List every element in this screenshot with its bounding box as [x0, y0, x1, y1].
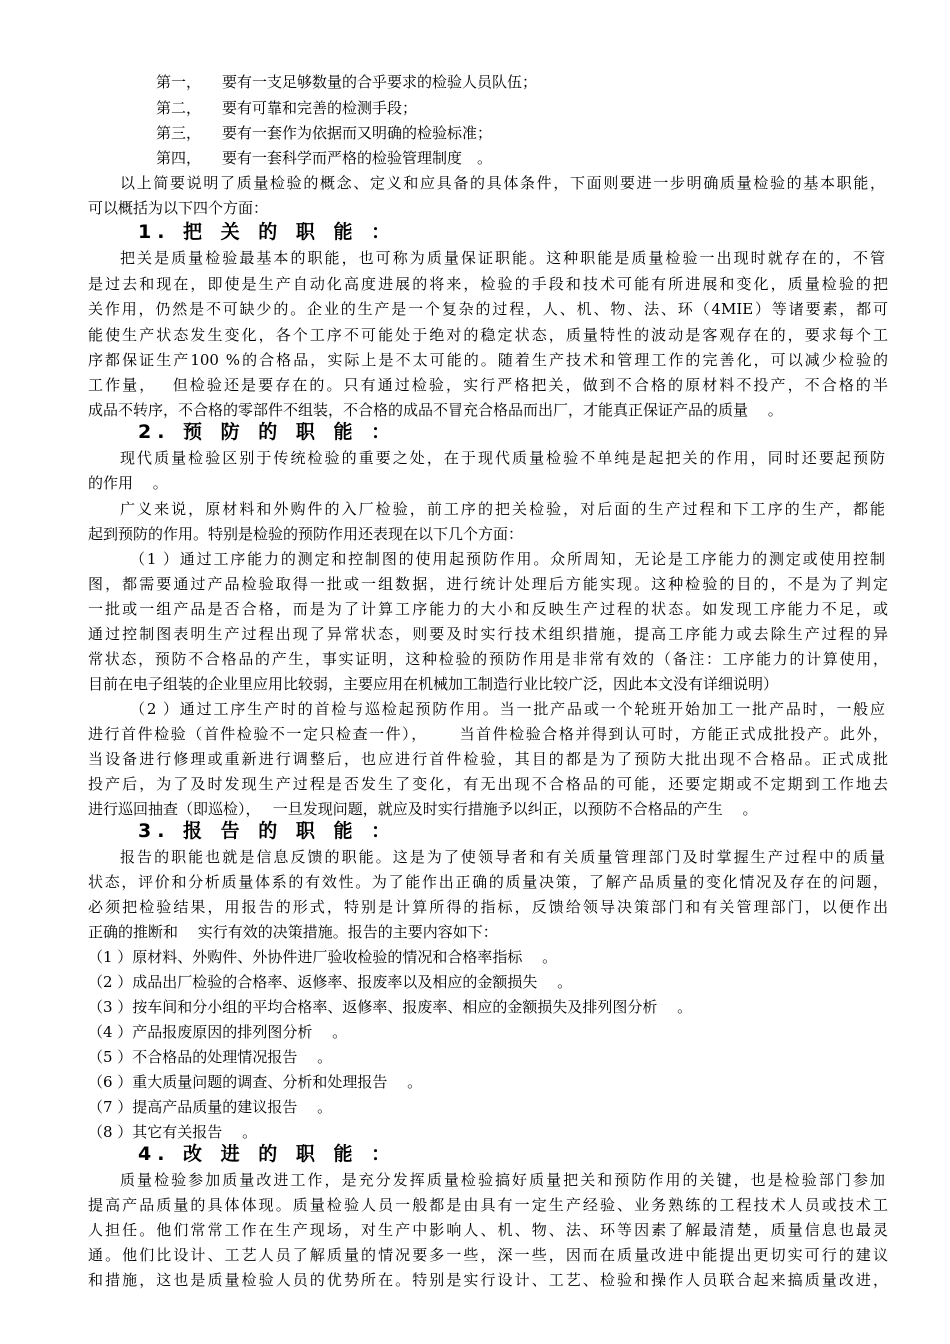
paragraph-line: 状态，评价和分析质量体系的有效性。为了能作出正确的质量决策，了解产品质量的变化情况及存在的问题，: [88, 873, 888, 891]
requirement-item: [156, 70, 537, 94]
requirement-item: [156, 146, 492, 170]
paragraph-line: 投产后，为了及时发现生产过程是否发生了变化，有无出现不合格品的可能，还要定期或不定期到工作地去: [88, 775, 888, 793]
requirement-index: 第三，: [156, 124, 202, 142]
paragraph-line: 进行巡回抽查（即巡检）， 一旦发现问题，就应及时实行措施予以纠正，以预防不合格品的产生 。: [88, 800, 758, 818]
paragraph-line: 广义来说，原材料和外购件的入厂检验，前工序的把关检验，对后面的生产过程和下工序的生产，都能: [120, 500, 885, 518]
report-item: （5 ）不合格品的处理情况报告 。: [88, 1048, 333, 1066]
requirement-text: 要有一套作为依据而又明确的检验标准；: [222, 124, 493, 142]
report-item: （1 ）原材料、外购件、外协件进厂验收检验的情况和合格率指标 。: [88, 948, 558, 966]
requirement-index: 第四，: [156, 149, 202, 167]
section-heading: 2. 预 防 的 职 能 ：: [138, 421, 397, 443]
report-item: （8 ）其它有关报告 。: [88, 1123, 258, 1141]
paragraph-line: 人担任。他们常常工作在生产现场，对生产中影响人、机、物、法、环等因素了解最清楚，质量信息也最灵: [88, 1221, 888, 1239]
report-item: （6 ）重大质量问题的调查、分析和处理报告 。: [88, 1073, 423, 1091]
paragraph-line: 常状态，预防不合格品的产生，事实证明，这种检验的预防作用是非常有效的（备注：工序能力的计算使用，: [88, 650, 888, 668]
section-heading: 4. 改 进 的 职 能 ：: [138, 1143, 397, 1165]
paragraph-line: 的作用 。: [88, 474, 168, 492]
paragraph-line: （2 ）通过工序生产时的首检与巡检起预防作用。当一批产品或一个轮班开始加工一批产品时，一般应: [130, 700, 885, 718]
requirement-text: 要有一支足够数量的合乎要求的检验人员队伍；: [222, 73, 538, 91]
requirement-item: [156, 96, 417, 120]
paragraph-line: 能使生产状态发生变化，各个工序不可能处于绝对的稳定状态，质量特性的波动是客观存在的，要求每个工: [88, 326, 888, 344]
paragraph-line: 报告的职能也就是信息反馈的职能。这是为了使领导者和有关质量管理部门及时掌握生产过程中的质量: [120, 848, 885, 866]
paragraph-line: 通过控制图表明生产过程出现了异常状态，则要及时实行技术组织措施，提高工序能力或去除生产过程的异: [88, 625, 888, 643]
paragraph-line: 正确的推断和 实行有效的决策措施。报告的主要内容如下：: [88, 923, 498, 941]
paragraph-line: 质量检验参加质量改进工作，是充分发挥质量检验搞好质量把关和预防作用的关键，也是检验部门参加: [120, 1171, 885, 1189]
paragraph-line: 目前在电子组装的企业里应用比较弱，主要应用在机械加工制造行业比较广泛，因此本文没有详细说明）: [88, 675, 779, 693]
section-heading: 3. 报 告 的 职 能 ：: [138, 820, 397, 842]
requirement-index: 第二，: [156, 99, 202, 117]
paragraph-line: 当设备进行修理或重新进行调整后，也应进行首件检验，其目的都是为了预防大批出现不合格品。正式成批: [88, 750, 888, 768]
paragraph-line: 通。他们比设计、工艺人员了解质量的情况要多一些，深一些，因而在质量改进中能提出更切实可行的建议: [88, 1246, 888, 1264]
paragraph-line: 把关是质量检验最基本的职能，也可称为质量保证职能。这种职能是质量检验一出现时就存在的，不管: [120, 249, 885, 267]
intro-line: 以上简要说明了质量检验的概念、定义和应具备的具体条件，下面则要进一步明确质量检验的基本职能，: [120, 174, 885, 192]
paragraph-line: 图，都需要通过产品检验取得一批或一组数据，进行统计处理后方能实现。这种检验的目的，不是为了判定: [88, 575, 888, 593]
paragraph-line: 必须把检验结果，用报告的形式，特别是计算所得的指标，反馈给领导决策部门和有关管理部门，以便作出: [88, 898, 888, 916]
section-heading: 1. 把 关 的 职 能 ：: [138, 221, 397, 243]
paragraph-line: 关作用，仍然是不可缺少的。企业的生产是一个复杂的过程，人、机、物、法、环（4MIE）等诸要素，都可: [88, 300, 888, 318]
paragraph-line: 提高产品质量的具体体现。质量检验人员一般都是由具有一定生产经验、业务熟练的工程技术人员或技术工: [88, 1196, 888, 1214]
requirement-index: 第一，: [156, 73, 202, 91]
paragraph-line: 成品不转序，不合格的零部件不组装，不合格的成品不冒充合格品而出厂，才能真正保证产品的质量 。: [88, 401, 783, 419]
paragraph-line: 序都保证生产100 %的合格品，实际上是不太可能的。随着生产技术和管理工作的完善化，可以减少检验的: [88, 351, 888, 369]
intro-line: 可以概括为以下四个方面：: [88, 199, 269, 217]
report-item: （3 ）按车间和分小组的平均合格率、返修率、报废率、相应的金额损失及排列图分析 。: [88, 998, 693, 1016]
paragraph-line: 是过去和现在，即使是生产自动化高度进展的将来，检验的手段和技术可能有所进展和变化，质量检验的把: [88, 275, 888, 293]
report-item: （2 ）成品出厂检验的合格率、返修率、报废率以及相应的金额损失 。: [88, 973, 573, 991]
report-item: （7 ）提高产品质量的建议报告 。: [88, 1098, 333, 1116]
requirement-text: 要有可靠和完善的检测手段；: [222, 99, 418, 117]
paragraph-line: （1 ）通过工序能力的测定和控制图的使用起预防作用。众所周知，无论是工序能力的测定或使用控制: [130, 550, 885, 568]
paragraph-line: 现代质量检验区别于传统检验的重要之处，在于现代质量检验不单纯是起把关的作用，同时还要起预防: [120, 449, 885, 467]
paragraph-line: 起到预防的作用。特别是检验的预防作用还表现在以下几个方面：: [88, 525, 524, 543]
paragraph-line: 一批或一组产品是否合格，而是为了计算工序能力的大小和反映生产过程的状态。如发现工序能力不足，或: [88, 600, 888, 618]
paragraph-line: 工作量， 但检验还是要存在的。只有通过检验，实行严格把关，做到不合格的原材料不投产，不合格的半: [88, 376, 888, 394]
paragraph-line: 和措施，这也是质量检验人员的优势所在。特别是实行设计、工艺、检验和操作人员联合起来搞质量改进，: [88, 1271, 888, 1289]
report-item: （4 ）产品报废原因的排列图分析 。: [88, 1023, 348, 1041]
requirement-text: 要有一套科学而严格的检验管理制度 。: [222, 149, 493, 167]
requirement-item: [156, 121, 492, 145]
paragraph-line: 进行首件检验（首件检验不一定只检查一件）， 当首件检验合格并得到认可时，方能正式成批投产。此外，: [88, 725, 888, 743]
